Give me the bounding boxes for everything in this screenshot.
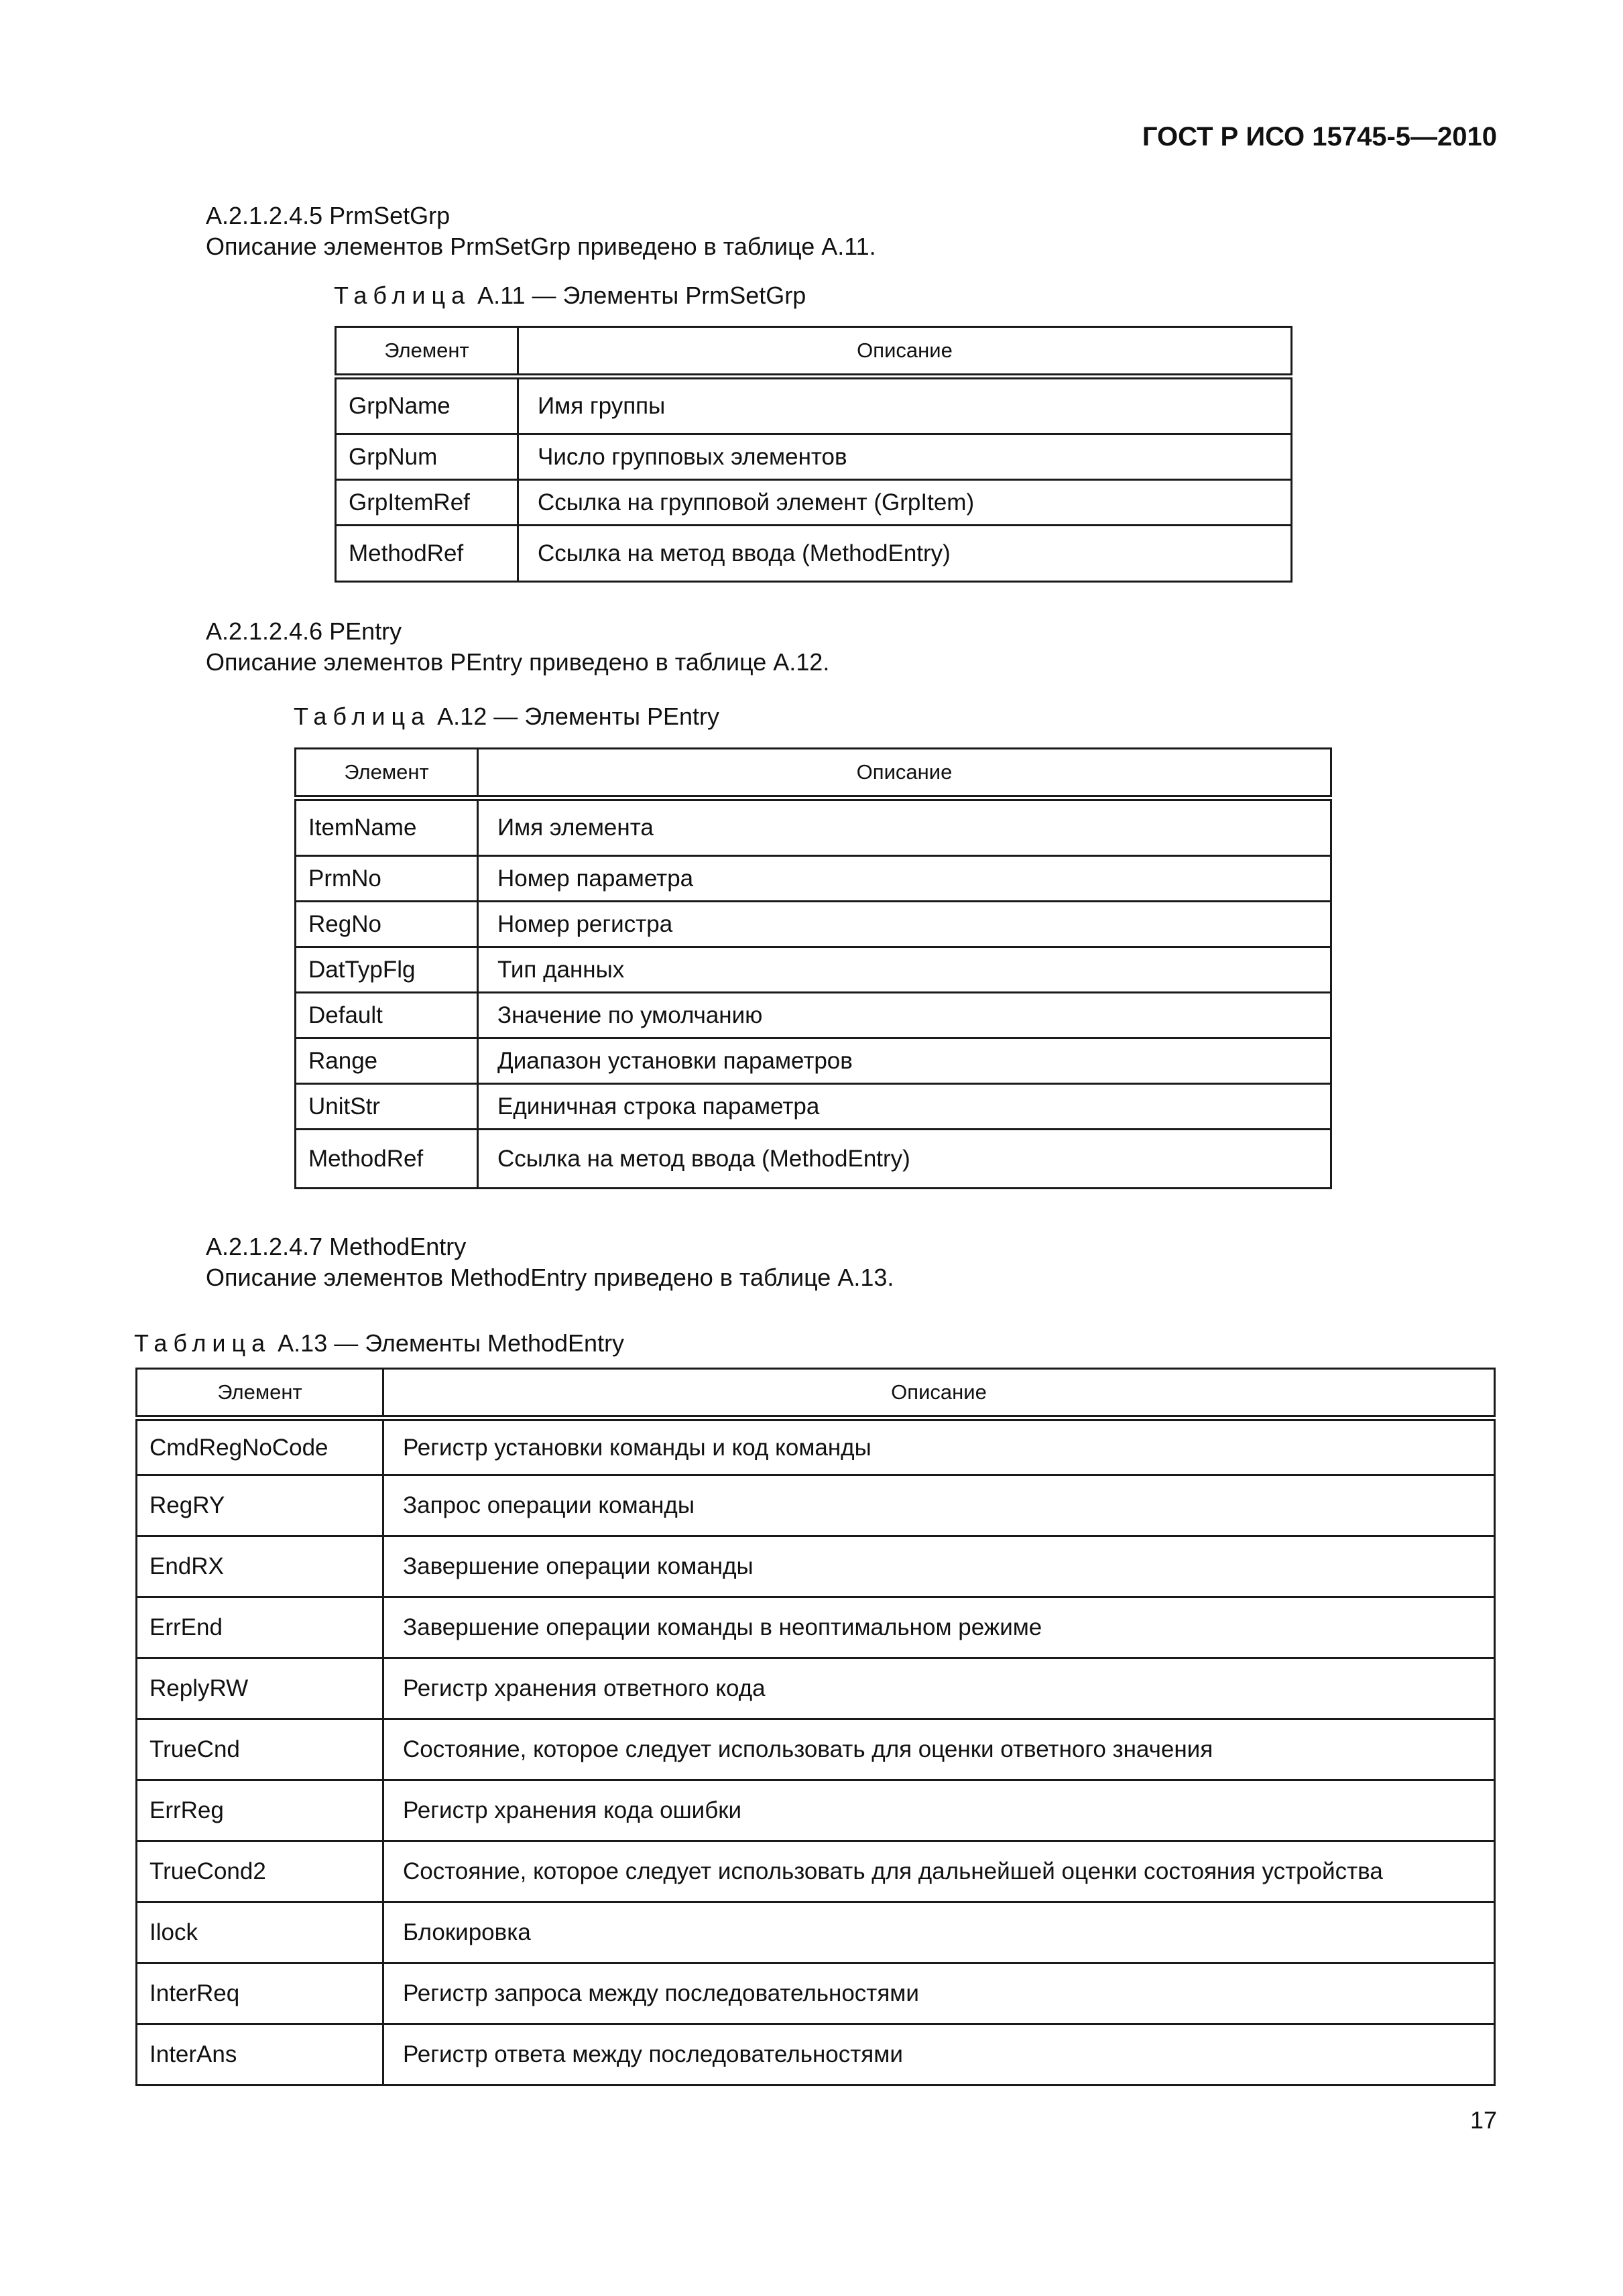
cell-description: Состояние, которое следует использовать для дальнейшей оценки состояния устройства bbox=[383, 1841, 1495, 1902]
table-row bbox=[137, 1418, 1495, 1475]
cell-description: Регистр хранения ответного кода bbox=[383, 1658, 1495, 1719]
column-header-element: Элемент bbox=[336, 327, 518, 377]
cell-description: Число групповых элементов bbox=[518, 434, 1292, 480]
table-a12 bbox=[294, 747, 1332, 1189]
cell-element: DatTypFlg bbox=[296, 947, 478, 993]
caption-text: A.11 — Элементы PrmSetGrp bbox=[477, 282, 806, 309]
table-row bbox=[296, 1038, 1331, 1084]
table-row bbox=[137, 2025, 1495, 2086]
table-header-row bbox=[336, 327, 1292, 377]
table-caption-a12 bbox=[294, 703, 719, 731]
cell-description: Состояние, которое следует использовать для оценки ответного значения bbox=[383, 1719, 1495, 1780]
cell-element: ErrReg bbox=[137, 1780, 383, 1841]
cell-element: Default bbox=[296, 993, 478, 1038]
section-heading-a12: A.2.1.2.4.6 PEntry bbox=[206, 617, 402, 645]
cell-element: GrpName bbox=[336, 377, 518, 434]
cell-description: Тип данных bbox=[478, 947, 1331, 993]
table-row bbox=[336, 526, 1292, 582]
cell-element: InterReq bbox=[137, 1963, 383, 2025]
table-header-row bbox=[296, 749, 1331, 798]
cell-element: TrueCnd bbox=[137, 1719, 383, 1780]
cell-description: Регистр установки команды и код команды bbox=[383, 1418, 1495, 1475]
column-header-element: Элемент bbox=[296, 749, 478, 798]
cell-description: Регистр хранения кода ошибки bbox=[383, 1780, 1495, 1841]
table-caption-a13 bbox=[134, 1329, 624, 1357]
document-standard-header: ГОСТ Р ИСО 15745-5—2010 bbox=[1142, 122, 1497, 152]
cell-element: ErrEnd bbox=[137, 1597, 383, 1658]
cell-description: Ссылка на метод ввода (MethodEntry) bbox=[518, 526, 1292, 582]
table-row bbox=[336, 434, 1292, 480]
table-row bbox=[137, 1719, 1495, 1780]
table-caption-a11 bbox=[334, 282, 806, 310]
cell-element: RegNo bbox=[296, 902, 478, 947]
cell-description: Номер регистра bbox=[478, 902, 1331, 947]
caption-text: A.13 — Элементы MethodEntry bbox=[278, 1329, 625, 1357]
cell-element: EndRX bbox=[137, 1536, 383, 1597]
cell-element: PrmNo bbox=[296, 856, 478, 902]
table-row bbox=[296, 798, 1331, 856]
table-row bbox=[296, 947, 1331, 993]
cell-description: Единичная строка параметра bbox=[478, 1084, 1331, 1130]
page-number: 17 bbox=[1469, 2106, 1497, 2134]
table-row bbox=[296, 856, 1331, 902]
cell-description: Блокировка bbox=[383, 1902, 1495, 1963]
cell-element: InterAns bbox=[137, 2025, 383, 2086]
table-row bbox=[137, 1475, 1495, 1536]
table-row bbox=[336, 377, 1292, 434]
column-header-description: Описание bbox=[518, 327, 1292, 377]
table-header-row bbox=[137, 1369, 1495, 1418]
cell-element: MethodRef bbox=[296, 1130, 478, 1189]
table-row bbox=[137, 1963, 1495, 2025]
section-intro-a12: Описание элементов PEntry приведено в таблице A.12. bbox=[206, 648, 830, 676]
table-row bbox=[137, 1658, 1495, 1719]
section-intro-a11: Описание элементов PrmSetGrp приведено в таблице A.11. bbox=[206, 233, 876, 260]
cell-description: Ссылка на метод ввода (MethodEntry) bbox=[478, 1130, 1331, 1189]
cell-element: ReplyRW bbox=[137, 1658, 383, 1719]
cell-element: CmdRegNoCode bbox=[137, 1418, 383, 1475]
table-row bbox=[296, 1130, 1331, 1189]
cell-description: Номер параметра bbox=[478, 856, 1331, 902]
caption-word: Таблица bbox=[134, 1329, 272, 1357]
cell-element: TrueCond2 bbox=[137, 1841, 383, 1902]
table-row bbox=[336, 480, 1292, 526]
cell-element: Range bbox=[296, 1038, 478, 1084]
cell-element: GrpNum bbox=[336, 434, 518, 480]
cell-element: UnitStr bbox=[296, 1084, 478, 1130]
cell-element: ItemName bbox=[296, 798, 478, 856]
column-header-element: Элемент bbox=[137, 1369, 383, 1418]
section-intro-a13: Описание элементов MethodEntry приведено в таблице A.13. bbox=[206, 1264, 894, 1291]
caption-word: Таблица bbox=[294, 703, 431, 730]
cell-element: Ilock bbox=[137, 1902, 383, 1963]
column-header-description: Описание bbox=[478, 749, 1331, 798]
table-a11 bbox=[335, 326, 1293, 583]
cell-element: RegRY bbox=[137, 1475, 383, 1536]
cell-description: Значение по умолчанию bbox=[478, 993, 1331, 1038]
table-row bbox=[296, 1084, 1331, 1130]
cell-description: Запрос операции команды bbox=[383, 1475, 1495, 1536]
table-row bbox=[296, 902, 1331, 947]
caption-text: A.12 — Элементы PEntry bbox=[437, 703, 719, 730]
cell-description: Диапазон установки параметров bbox=[478, 1038, 1331, 1084]
cell-description: Ссылка на групповой элемент (GrpItem) bbox=[518, 480, 1292, 526]
table-row bbox=[137, 1536, 1495, 1597]
cell-description: Регистр ответа между последовательностями bbox=[383, 2025, 1495, 2086]
section-heading-a13: A.2.1.2.4.7 MethodEntry bbox=[206, 1233, 467, 1260]
cell-description: Имя группы bbox=[518, 377, 1292, 434]
cell-description: Завершение операции команды в неоптимальном режиме bbox=[383, 1597, 1495, 1658]
table-row bbox=[137, 1902, 1495, 1963]
column-header-description: Описание bbox=[383, 1369, 1495, 1418]
cell-description: Регистр запроса между последовательностями bbox=[383, 1963, 1495, 2025]
cell-element: GrpItemRef bbox=[336, 480, 518, 526]
cell-description: Имя элемента bbox=[478, 798, 1331, 856]
table-row bbox=[296, 993, 1331, 1038]
table-row bbox=[137, 1841, 1495, 1902]
caption-word: Таблица bbox=[334, 282, 471, 309]
table-row bbox=[137, 1780, 1495, 1841]
cell-description: Завершение операции команды bbox=[383, 1536, 1495, 1597]
table-a13 bbox=[135, 1368, 1496, 2086]
cell-element: MethodRef bbox=[336, 526, 518, 582]
section-heading-a11: A.2.1.2.4.5 PrmSetGrp bbox=[206, 202, 450, 229]
table-row bbox=[137, 1597, 1495, 1658]
